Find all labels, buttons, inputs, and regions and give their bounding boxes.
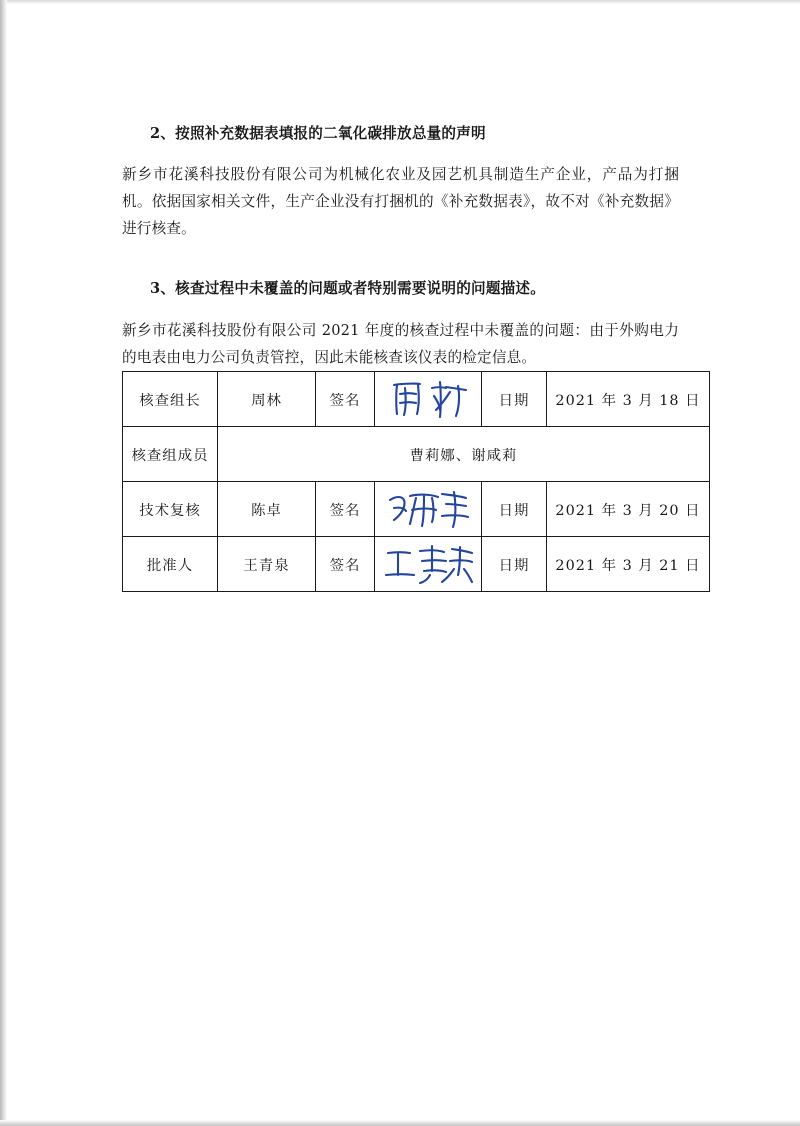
row-name: 王青泉 <box>218 537 316 592</box>
row-date-label: 日期 <box>482 482 547 537</box>
table-row <box>123 537 710 592</box>
scan-edge-left <box>0 0 7 1126</box>
row-sign-label: 签名 <box>316 537 375 592</box>
document-body <box>122 105 679 386</box>
row-signature <box>375 482 482 537</box>
row-name: 周林 <box>218 372 316 427</box>
scan-edge-bottom <box>0 1120 800 1126</box>
row-date-label: 日期 <box>482 372 547 427</box>
row-role-label: 核查组长 <box>123 372 218 427</box>
row-role-label: 核查组成员 <box>123 427 218 482</box>
section-2-heading: 2、按照补充数据表填报的二氧化碳排放总量的声明 <box>150 124 486 142</box>
section-3-heading: 3、核查过程中未覆盖的问题或者特别需要说明的问题描述。 <box>150 280 545 298</box>
row-date: 2021 年 3 月 21 日 <box>547 537 710 592</box>
table-row <box>123 372 710 427</box>
scan-edge-top <box>0 0 800 4</box>
row-signature <box>375 537 482 592</box>
row-role-label: 技术复核 <box>123 482 218 537</box>
section-3-body: 新乡市花溪科技股份有限公司 2021 年度的核查过程中未覆盖的问题：由于外购电力的电表由电力公司负责管控，因此未能核查该仪表的检定信息。 <box>122 321 679 366</box>
table-row <box>123 482 710 537</box>
row-signature <box>375 372 482 427</box>
row-date: 2021 年 3 月 20 日 <box>547 482 710 537</box>
row-sign-label: 签名 <box>316 372 375 427</box>
row-name: 陈卓 <box>218 482 316 537</box>
row-sign-label: 签名 <box>316 482 375 537</box>
signature-table <box>122 371 710 592</box>
row-role-label: 批准人 <box>123 537 218 592</box>
row-date: 2021 年 3 月 18 日 <box>547 372 710 427</box>
row-members: 曹莉娜、谢咸莉 <box>218 427 710 482</box>
row-date-label: 日期 <box>482 537 547 592</box>
signature-wangqingquan-icon <box>377 541 479 587</box>
section-2-body: 新乡市花溪科技股份有限公司为机械化农业及园艺机具制造生产企业，产品为打捆机。依据国家相关文件，生产企业没有打捆机的《补充数据表》，故不对《补充数据》进行核查。 <box>122 166 679 238</box>
signature-zhoulin-icon <box>377 376 479 422</box>
table-row <box>123 427 710 482</box>
signature-chenzhuo-icon <box>377 486 479 532</box>
